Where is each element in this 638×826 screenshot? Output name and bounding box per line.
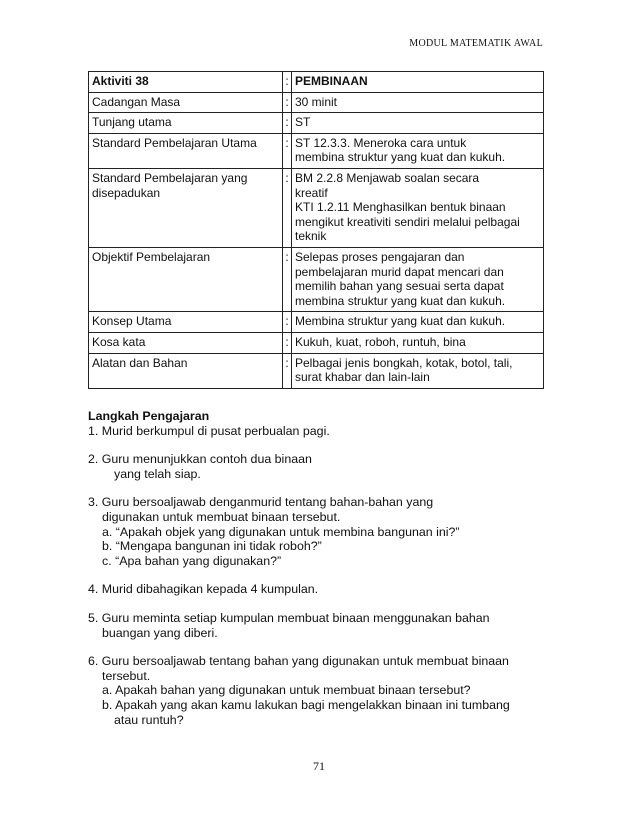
row-label: Konsep Utama [89,312,283,333]
row-separator: : [283,72,292,93]
row-value [292,92,544,113]
row-separator: : [283,312,292,333]
step-5-line-1: 5. Guru meminta setiap kumpulan membuat binaan menggunakan bahan [88,610,490,625]
step-3-line-2: digunakan untuk membuat binaan tersebut. [102,509,341,524]
row-value-line: Pelbagai jenis bongkah, kotak, botol, tali, [295,355,513,370]
table-row [89,353,544,388]
row-value [292,168,544,247]
row-value [292,133,544,168]
row-label: Standard Pembelajaran Utama [89,133,283,168]
step-3-question-c: c. “Apa bahan yang digunakan?” [102,553,282,568]
row-label: Alatan dan Bahan [89,353,283,388]
row-value-line: pembelajaran murid dapat mencari dan [295,264,504,279]
row-value [292,353,544,388]
row-value [292,113,544,134]
step-1: 1. Murid berkumpul di pusat perbualan pagi. [88,423,330,438]
row-value [292,247,544,311]
row-value-line: KTI 1.2.11 Menghasilkan bentuk binaan [295,200,506,215]
step-5-line-2: buangan yang diberi. [102,625,218,640]
row-value [292,312,544,333]
row-label: Tunjang utama [89,113,283,134]
table-row [89,133,544,168]
row-value-line: PEMBINAAN [295,74,368,88]
row-separator: : [283,353,292,388]
row-value-line: BM 2.2.8 Menjawab soalan secara [295,170,480,185]
row-value-line: ST [295,115,311,130]
table-row [89,312,544,333]
row-value-line: surat khabar dan lain-lain [295,370,430,385]
step-3-line-1: 3. Guru bersoaljawab denganmurid tentang bahan-bahan yang [88,495,434,510]
table-row [89,247,544,311]
row-separator: : [283,113,292,134]
row-value-line: memilih bahan yang sesuai serta dapat [295,279,504,294]
page-header: MODUL MATEMATIK AWAL [409,38,543,49]
row-value [292,72,544,93]
step-3-question-a: a. “Apakah objek yang digunakan untuk membina bangunan ini?” [102,524,460,539]
row-separator: : [283,247,292,311]
row-separator: : [283,133,292,168]
row-label: Aktiviti 38 [89,72,283,93]
step-6-question-b-cont: atau runtuh? [114,712,184,727]
table-row [89,113,544,134]
page-number: 71 [313,759,325,773]
row-value-line: kreatif [295,185,328,200]
row-separator: : [283,332,292,353]
table-row [89,168,544,247]
row-separator: : [283,92,292,113]
step-2-line-2: yang telah siap. [114,466,201,481]
row-label: Cadangan Masa [89,92,283,113]
step-4: 4. Murid dibahagikan kepada 4 kumpulan. [88,582,319,597]
row-separator: : [283,168,292,247]
step-6-line-1: 6. Guru bersoaljawab tentang bahan yang digunakan untuk membuat binaan [88,654,509,669]
row-label: Kosa kata [89,332,283,353]
table-row [89,332,544,353]
row-value-line: teknik [295,229,327,244]
step-6-question-a: a. Apakah bahan yang digunakan untuk membuat binaan tersebut? [102,683,471,698]
row-label: Standard Pembelajaran yang disepadukan [89,168,283,247]
row-value-line: membina struktur yang kuat dan kukuh. [295,150,506,165]
step-2-line-1: 2. Guru menunjukkan contoh dua binaan [88,452,312,467]
row-value-line: membina struktur yang kuat dan kukuh. [295,293,506,308]
step-6-question-b: b. Apakah yang akan kamu lakukan bagi mengelakkan binaan ini tumbang [102,697,510,712]
row-value-line: Selepas proses pengajaran dan [295,249,465,264]
row-label: Objektif Pembelajaran [89,247,283,311]
row-value-line: 30 minit [295,94,338,109]
teaching-steps [88,409,558,727]
row-value-line: mengikut kreativiti sendiri melalui pelbagai [295,214,520,229]
step-3-question-b: b. “Mengapa bangunan ini tidak roboh?” [102,539,322,554]
activity-info-table [88,71,544,389]
row-value-line: Kukuh, kuat, roboh, runtuh, bina [295,334,466,349]
step-6-line-2: tersebut. [102,668,151,683]
table-row [89,72,544,93]
row-value-line: ST 12.3.3. Meneroka cara untuk [295,135,467,150]
table-row [89,92,544,113]
row-value-line: Membina struktur yang kuat dan kukuh. [295,314,506,329]
steps-title: Langkah Pengajaran [88,409,210,423]
row-value [292,332,544,353]
